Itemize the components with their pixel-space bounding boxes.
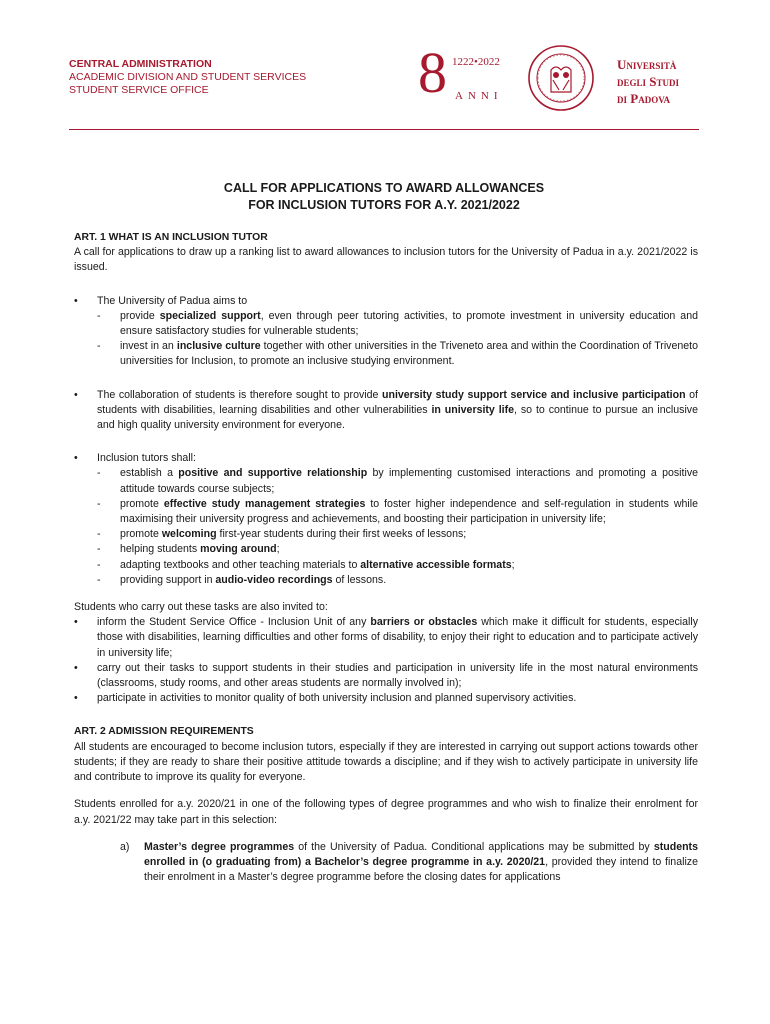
art1-intro: A call for applications to draw up a ranking list to award allowances to inclusion tutors for the University of Padua in a.y. 2021/2022 is issued. bbox=[74, 246, 698, 274]
university-line-3: di Padova bbox=[617, 91, 671, 106]
shall-item: - promote effective study management strategies to foster higher independence and self-regulation in students while maximising their university progress and achievements, and boosting their participation in university life; bbox=[74, 497, 698, 527]
office-line-1: CENTRAL ADMINISTRATION bbox=[69, 58, 212, 70]
art2-heading: ART. 2 ADMISSION REQUIREMENTS bbox=[74, 726, 254, 738]
invited-item: • inform the Student Service Office - Inclusion Unit of any barriers or obstacles which make it difficult for students, especially those with disabilities, learning difficulties and other forms of disability, to enjoy their right to education and to participate actively in university life; bbox=[74, 615, 698, 661]
document-body bbox=[74, 230, 698, 885]
title-line-1: CALL FOR APPLICATIONS TO AWARD ALLOWANCES bbox=[223, 181, 545, 195]
office-line-3: STUDENT SERVICE OFFICE bbox=[69, 84, 209, 96]
anniversary-logo bbox=[418, 40, 518, 108]
aims-intro: • The University of Padua aims to bbox=[74, 294, 698, 309]
shall-item: - helping students moving around; bbox=[74, 542, 698, 557]
university-line-2: degli Studi bbox=[617, 74, 679, 89]
shall-item: - adapting textbooks and other teaching materials to alternative accessible formats; bbox=[74, 558, 698, 573]
invited-intro: Students who carry out these tasks are also invited to: bbox=[74, 601, 328, 614]
invited-item: • carry out their tasks to support students in their studies and participation in university life in the most natural environments (classrooms, study rooms, and other areas students are normally involved in); bbox=[74, 661, 698, 691]
shall-item: - establish a positive and supportive relationship by implementing customised interactions and promoting a positive attitude towards course subjects; bbox=[74, 466, 698, 496]
art2-paragraph-2: Students enrolled for a.y. 2020/21 in one of the following types of degree programmes and who wish to finalize their enrolment for a.y. 2021/22 may take part in this selection: bbox=[74, 798, 698, 826]
document-title bbox=[69, 180, 699, 214]
item-marker: a) bbox=[120, 840, 130, 853]
title-line-2: FOR INCLUSION TUTORS FOR A.Y. 2021/2022 bbox=[248, 198, 520, 212]
header-divider bbox=[69, 129, 699, 130]
shall-intro: • Inclusion tutors shall: bbox=[74, 451, 698, 466]
art2-paragraph-1: All students are encouraged to become inclusion tutors, especially if they are interested in carrying out support actions towards other students; if they are ready to share their positive attitude towards a discipline; and if they wish to actively participate in university life and contribute to improve its quality for everyone. bbox=[74, 740, 698, 784]
logo-years: 1222•2022 bbox=[452, 56, 500, 68]
art1-heading: ART. 1 WHAT IS AN INCLUSION TUTOR bbox=[74, 232, 268, 243]
university-name bbox=[617, 56, 679, 107]
logo-anni: ANNI bbox=[455, 90, 503, 102]
invited-item: • participate in activities to monitor quality of both university inclusion and planned supervisory activities. bbox=[74, 691, 698, 706]
university-line-1: Università bbox=[617, 57, 677, 72]
logo-800-glyph: 8 bbox=[418, 40, 447, 105]
office-line-2: ACADEMIC DIVISION AND STUDENT SERVICES bbox=[69, 71, 307, 83]
university-seal-icon bbox=[527, 44, 595, 112]
programme-item-a: a) Master’s degree programmes of the University of Padua. Conditional applications may be submitted by students enrolled in (o graduating from) a Bachelor’s degree programme in a.y. 2020/21, provided they intend to finalize their enrolment in a Master’s degree programme before the closing dates for applications bbox=[120, 840, 698, 884]
office-header bbox=[69, 58, 306, 97]
aim-item: - provide specialized support, even through peer tutoring activities, to promote investment in university education and ensure satisfactory studies for vulnerable students; bbox=[74, 309, 698, 339]
shall-item: - promote welcoming first-year students during their first weeks of lessons; bbox=[74, 527, 698, 542]
shall-item: - providing support in audio-video recordings of lessons. bbox=[74, 573, 698, 588]
collaboration-paragraph: • The collaboration of students is therefore sought to provide university study support service and inclusive participation of students with disabilities, learning disabilities and other vulnerabilities in university life, so to continue to pursue an inclusive and high quality university environment for everyone. bbox=[74, 388, 698, 434]
aim-item: - invest in an inclusive culture together with other universities in the Triveneto area and within the Coordination of Triveneto universities for Inclusion, to promote an inclusive studying environment. bbox=[74, 339, 698, 369]
